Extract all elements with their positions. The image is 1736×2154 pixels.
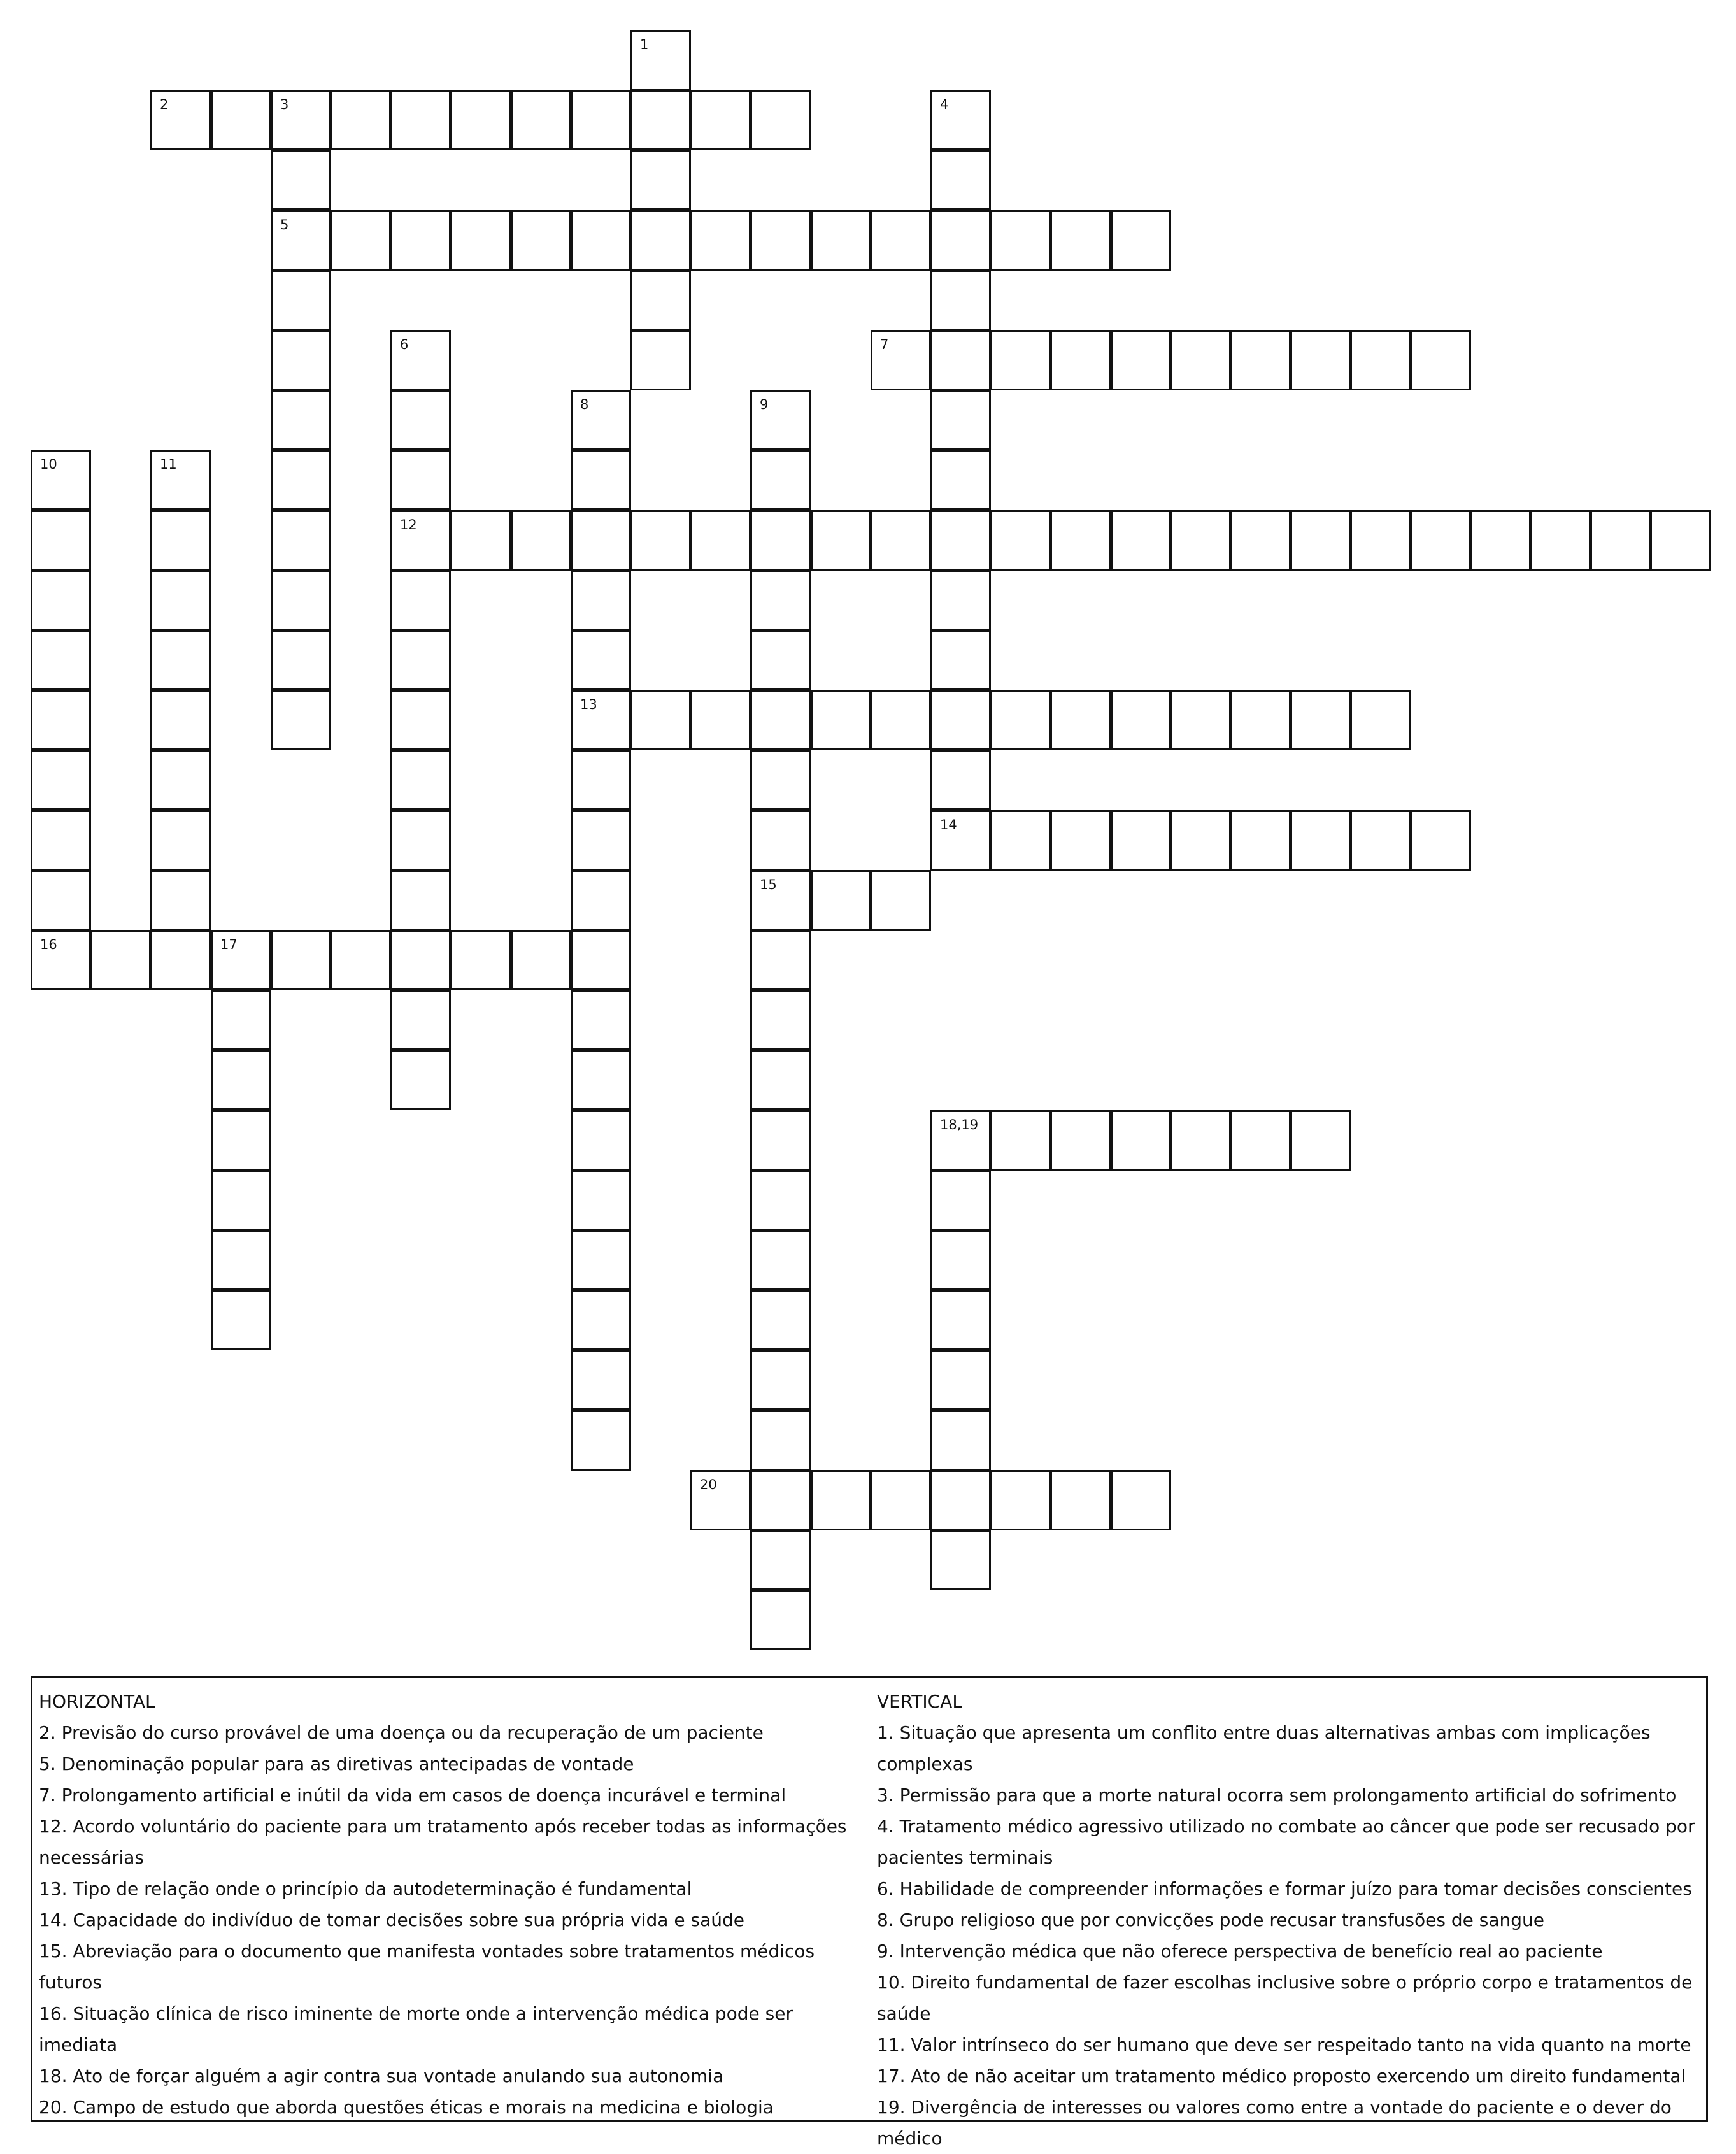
grid-cell[interactable] — [930, 1290, 991, 1350]
grid-cell[interactable] — [571, 1110, 631, 1171]
grid-cell[interactable] — [271, 690, 331, 750]
grid-cell[interactable] — [150, 930, 211, 990]
grid-cell[interactable] — [1290, 510, 1351, 571]
grid-cell[interactable] — [90, 930, 151, 990]
grid-cell[interactable] — [1290, 810, 1351, 871]
grid-cell[interactable] — [571, 1050, 631, 1110]
grid-cell[interactable] — [271, 630, 331, 690]
grid-cell[interactable] — [990, 330, 1051, 390]
grid-cell[interactable] — [811, 1470, 871, 1530]
clue-line: 16. Situação clínica de risco iminente de morte onde a intervenção médica pode ser imediata — [39, 2003, 793, 2055]
grid-cell[interactable] — [271, 210, 331, 271]
grid-cell[interactable] — [511, 930, 571, 990]
grid-cell[interactable] — [1050, 510, 1111, 571]
grid-cell[interactable] — [930, 810, 991, 871]
grid-cell[interactable] — [450, 90, 511, 150]
grid-cell[interactable] — [271, 390, 331, 450]
grid-cell[interactable] — [211, 1170, 271, 1230]
grid-cell[interactable] — [390, 990, 451, 1050]
grid-cell[interactable] — [211, 1230, 271, 1290]
grid-cell[interactable] — [871, 210, 931, 271]
grid-cell[interactable] — [211, 1110, 271, 1171]
clue-line: 3. Permissão para que a morte natural ocorra sem prolongamento artificial do sofrimento — [877, 1785, 1677, 1806]
clue-line: 18. Ato de forçar alguém a agir contra sua vontade anulando sua autonomia — [39, 2065, 724, 2086]
grid-cell[interactable] — [750, 750, 811, 810]
clue-number: 7 — [880, 337, 889, 352]
vertical-clue-list — [877, 1717, 1705, 2154]
clue-line: 6. Habilidade de compreender informações e formar juízo para tomar decisões conscientes — [877, 1878, 1692, 1899]
grid-cell[interactable] — [930, 390, 991, 450]
horizontal-heading: HORIZONTAL — [39, 1691, 155, 1712]
grid-cell[interactable] — [690, 510, 751, 571]
grid-cell[interactable] — [390, 390, 451, 450]
grid-cell[interactable] — [690, 690, 751, 750]
grid-cell[interactable] — [750, 1350, 811, 1410]
clue-line: 11. Valor intrínseco do ser humano que deve ser respeitado tanto na vida quanto na morte — [877, 2034, 1691, 2055]
clue-number: 12 — [400, 517, 417, 532]
grid-cell[interactable] — [211, 1290, 271, 1350]
grid-cell[interactable] — [690, 1470, 751, 1530]
grid-cell[interactable] — [930, 690, 991, 750]
grid-cell[interactable] — [690, 210, 751, 271]
grid-cell[interactable] — [511, 210, 571, 271]
grid-cell[interactable] — [150, 450, 211, 510]
grid-cell[interactable] — [271, 270, 331, 331]
grid-cell[interactable] — [1050, 810, 1111, 871]
grid-cell[interactable] — [571, 390, 631, 450]
grid-cell[interactable] — [930, 330, 991, 390]
grid-cell[interactable] — [1111, 330, 1171, 390]
grid-cell[interactable] — [1170, 690, 1231, 750]
grid-cell[interactable] — [1650, 510, 1711, 571]
grid-cell[interactable] — [31, 810, 91, 871]
grid-cell[interactable] — [990, 810, 1051, 871]
grid-cell[interactable] — [571, 930, 631, 990]
grid-cell[interactable] — [930, 630, 991, 690]
grid-cell[interactable] — [630, 210, 691, 271]
grid-cell[interactable] — [390, 1050, 451, 1110]
grid-cell[interactable] — [1111, 690, 1171, 750]
clue-number: 4 — [940, 97, 949, 112]
clue-line: pacientes terminais — [877, 1847, 1053, 1868]
grid-cell[interactable] — [31, 690, 91, 750]
grid-cell[interactable] — [31, 510, 91, 571]
grid-cell[interactable] — [930, 150, 991, 210]
clue-number: 16 — [40, 937, 57, 952]
clue-line: 4. Tratamento médico agressivo utilizado no combate ao câncer que pode ser recusado por — [877, 1816, 1695, 1837]
grid-cell[interactable] — [1170, 1110, 1231, 1171]
grid-cell[interactable] — [750, 930, 811, 990]
grid-cell[interactable] — [450, 930, 511, 990]
grid-cell[interactable] — [1350, 810, 1411, 871]
grid-cell[interactable] — [1350, 330, 1411, 390]
grid-cell[interactable] — [1111, 210, 1171, 271]
grid-cell[interactable] — [1050, 690, 1111, 750]
grid-cell[interactable] — [271, 90, 331, 150]
grid-cell[interactable] — [811, 870, 871, 931]
clue-number: 1 — [640, 37, 649, 52]
grid-cell[interactable] — [750, 810, 811, 871]
grid-cell[interactable] — [1230, 690, 1291, 750]
grid-cell[interactable] — [571, 450, 631, 510]
grid-cell[interactable] — [211, 90, 271, 150]
grid-cell[interactable] — [31, 570, 91, 631]
grid-cell[interactable] — [930, 210, 991, 271]
grid-cell[interactable] — [150, 750, 211, 810]
clue-line: 13. Tipo de relação onde o princípio da autodeterminação é fundamental — [39, 1878, 692, 1899]
clue-line: 17. Ato de não aceitar um tratamento médico proposto exercendo um direito fundamental — [877, 2065, 1686, 2086]
grid-cell[interactable] — [450, 510, 511, 571]
grid-cell[interactable] — [630, 90, 691, 150]
grid-cell[interactable] — [630, 150, 691, 210]
grid-cell[interactable] — [571, 810, 631, 871]
grid-cell[interactable] — [990, 210, 1051, 271]
grid-cell[interactable] — [1050, 330, 1111, 390]
grid-cell[interactable] — [871, 870, 931, 931]
grid-cell[interactable] — [271, 570, 331, 631]
grid-cell[interactable] — [990, 1470, 1051, 1530]
grid-cell[interactable] — [1290, 1110, 1351, 1171]
clue-number: 3 — [280, 97, 289, 112]
grid-cell[interactable] — [511, 510, 571, 571]
grid-cell[interactable] — [1111, 510, 1171, 571]
grid-cell[interactable] — [630, 270, 691, 331]
clue-number: 18,19 — [940, 1117, 979, 1132]
grid-cell[interactable] — [150, 90, 211, 150]
grid-cell[interactable] — [750, 390, 811, 450]
clue-line: 1. Situação que apresenta um conflito entre duas alternativas ambas com implicações complexas — [877, 1722, 1651, 1774]
grid-cell[interactable] — [1470, 510, 1531, 571]
grid-cell[interactable] — [1530, 510, 1591, 571]
grid-cell[interactable] — [271, 150, 331, 210]
grid-cell[interactable] — [31, 930, 91, 990]
grid-cell[interactable] — [930, 1110, 991, 1171]
clue-number: 14 — [940, 817, 957, 832]
grid-cell[interactable] — [750, 870, 811, 931]
grid-cell[interactable] — [750, 90, 811, 150]
grid-cell[interactable] — [390, 450, 451, 510]
grid-cell[interactable] — [750, 210, 811, 271]
grid-cell[interactable] — [390, 570, 451, 631]
grid-cell[interactable] — [1050, 1110, 1111, 1171]
grid-cell[interactable] — [750, 570, 811, 631]
grid-cell[interactable] — [31, 630, 91, 690]
grid-cell[interactable] — [750, 1410, 811, 1471]
vertical-heading: VERTICAL — [877, 1691, 962, 1712]
grid-cell[interactable] — [630, 510, 691, 571]
grid-cell[interactable] — [150, 870, 211, 931]
grid-cell[interactable] — [930, 1470, 991, 1530]
clue-line: 12. Acordo voluntário do paciente para um tratamento após receber todas as informações — [39, 1816, 847, 1837]
grid-cell[interactable] — [150, 630, 211, 690]
grid-cell[interactable] — [750, 450, 811, 510]
grid-cell[interactable] — [871, 1470, 931, 1530]
grid-cell[interactable] — [930, 570, 991, 631]
grid-cell[interactable] — [990, 690, 1051, 750]
grid-cell[interactable] — [990, 510, 1051, 571]
grid-cell[interactable] — [150, 810, 211, 871]
grid-cell[interactable] — [390, 210, 451, 271]
grid-cell[interactable] — [571, 510, 631, 571]
horizontal-clue-list — [39, 1717, 867, 2123]
grid-cell[interactable] — [571, 1290, 631, 1350]
clue-line: 2. Previsão do curso provável de uma doença ou da recuperação de um paciente — [39, 1722, 764, 1743]
clue-line: necessárias — [39, 1847, 144, 1868]
grid-cell[interactable] — [750, 690, 811, 750]
grid-cell[interactable] — [571, 1350, 631, 1410]
grid-cell[interactable] — [1170, 810, 1231, 871]
clue-number: 5 — [280, 217, 289, 232]
grid-cell[interactable] — [750, 1170, 811, 1230]
clue-line: 10. Direito fundamental de fazer escolhas inclusive sobre o próprio corpo e tratamentos de — [877, 1972, 1693, 1993]
grid-cell[interactable] — [571, 1230, 631, 1290]
grid-cell[interactable] — [390, 330, 451, 390]
grid-cell[interactable] — [690, 90, 751, 150]
grid-cell[interactable] — [31, 750, 91, 810]
grid-cell[interactable] — [1230, 810, 1291, 871]
grid-cell[interactable] — [750, 1530, 811, 1590]
grid-cell[interactable] — [1170, 330, 1231, 390]
grid-cell[interactable] — [811, 510, 871, 571]
grid-cell[interactable] — [271, 330, 331, 390]
grid-cell[interactable] — [571, 750, 631, 810]
grid-cell[interactable] — [930, 1350, 991, 1410]
grid-cell[interactable] — [31, 870, 91, 931]
grid-cell[interactable] — [150, 690, 211, 750]
clue-number: 9 — [760, 397, 769, 412]
grid-cell[interactable] — [571, 90, 631, 150]
clue-line: 5. Denominação popular para as diretivas antecipadas de vontade — [39, 1753, 634, 1774]
grid-cell[interactable] — [1230, 1110, 1291, 1171]
grid-cell[interactable] — [1050, 210, 1111, 271]
grid-cell[interactable] — [571, 1410, 631, 1471]
grid-cell[interactable] — [1350, 510, 1411, 571]
clue-number: 15 — [760, 877, 777, 892]
grid-cell[interactable] — [930, 510, 991, 571]
grid-cell[interactable] — [1230, 510, 1291, 571]
vertical-clues — [877, 1686, 1705, 2154]
grid-cell[interactable] — [1411, 510, 1471, 571]
grid-cell[interactable] — [571, 630, 631, 690]
grid-cell[interactable] — [331, 90, 391, 150]
grid-cell[interactable] — [1411, 810, 1471, 871]
grid-cell[interactable] — [390, 510, 451, 571]
grid-cell[interactable] — [750, 1290, 811, 1350]
grid-cell[interactable] — [331, 210, 391, 271]
grid-cell[interactable] — [390, 930, 451, 990]
grid-cell[interactable] — [31, 450, 91, 510]
grid-cell[interactable] — [211, 990, 271, 1050]
clue-number: 6 — [400, 337, 409, 352]
grid-cell[interactable] — [390, 630, 451, 690]
clue-line: 20. Campo de estudo que aborda questões éticas e morais na medicina e biologia — [39, 2097, 774, 2118]
grid-cell[interactable] — [630, 30, 691, 90]
grid-cell[interactable] — [1111, 1110, 1171, 1171]
grid-cell[interactable] — [571, 570, 631, 631]
clue-number: 11 — [160, 457, 177, 472]
grid-cell[interactable] — [1290, 690, 1351, 750]
grid-cell[interactable] — [1350, 690, 1411, 750]
grid-cell[interactable] — [211, 930, 271, 990]
grid-cell[interactable] — [1050, 1470, 1111, 1530]
grid-cell[interactable] — [930, 450, 991, 510]
grid-cell[interactable] — [750, 1590, 811, 1650]
grid-cell[interactable] — [871, 330, 931, 390]
grid-cell[interactable] — [271, 450, 331, 510]
grid-cell[interactable] — [750, 510, 811, 571]
grid-cell[interactable] — [571, 1170, 631, 1230]
grid-cell[interactable] — [211, 1050, 271, 1110]
clue-line: 15. Abreviação para o documento que manifesta vontades sobre tratamentos médicos futuros — [39, 1941, 815, 1993]
grid-cell[interactable] — [390, 810, 451, 871]
grid-cell[interactable] — [511, 90, 571, 150]
grid-cell[interactable] — [271, 930, 331, 990]
grid-cell[interactable] — [1170, 510, 1231, 571]
grid-cell[interactable] — [150, 570, 211, 631]
grid-cell[interactable] — [571, 210, 631, 271]
clue-number: 13 — [580, 697, 597, 712]
clue-number: 8 — [580, 397, 589, 412]
grid-cell[interactable] — [930, 270, 991, 331]
clue-line: 8. Grupo religioso que por convicções pode recusar transfusões de sangue — [877, 1909, 1544, 1930]
grid-cell[interactable] — [571, 990, 631, 1050]
grid-cell[interactable] — [571, 690, 631, 750]
grid-cell[interactable] — [750, 1470, 811, 1530]
clue-number: 10 — [40, 457, 57, 472]
grid-cell[interactable] — [930, 1170, 991, 1230]
grid-cell[interactable] — [930, 1230, 991, 1290]
grid-cell[interactable] — [871, 510, 931, 571]
grid-cell[interactable] — [990, 1110, 1051, 1171]
grid-cell[interactable] — [1230, 330, 1291, 390]
grid-cell[interactable] — [750, 630, 811, 690]
grid-cell[interactable] — [1111, 1470, 1171, 1530]
grid-cell[interactable] — [1290, 330, 1351, 390]
grid-cell[interactable] — [750, 1110, 811, 1171]
clue-number: 2 — [160, 97, 169, 112]
grid-cell[interactable] — [390, 870, 451, 931]
grid-cell[interactable] — [930, 90, 991, 150]
grid-cell[interactable] — [390, 750, 451, 810]
grid-cell[interactable] — [930, 750, 991, 810]
grid-cell[interactable] — [271, 510, 331, 571]
grid-cell[interactable] — [1411, 330, 1471, 390]
grid-cell[interactable] — [1111, 810, 1171, 871]
grid-cell[interactable] — [811, 690, 871, 750]
clue-number: 17 — [220, 937, 238, 952]
clue-line: 14. Capacidade do indivíduo de tomar decisões sobre sua própria vida e saúde — [39, 1909, 744, 1930]
grid-cell[interactable] — [871, 690, 931, 750]
grid-cell[interactable] — [750, 990, 811, 1050]
grid-cell[interactable] — [390, 690, 451, 750]
grid-cell[interactable] — [571, 870, 631, 931]
clue-line: 19. Divergência de interesses ou valores como entre a vontade do paciente e o dever do médico — [877, 2097, 1672, 2149]
grid-cell[interactable] — [930, 1530, 991, 1590]
grid-cell[interactable] — [750, 1230, 811, 1290]
clue-line: saúde — [877, 2003, 931, 2024]
grid-cell[interactable] — [1590, 510, 1651, 571]
grid-cell[interactable] — [450, 210, 511, 271]
clue-line: 9. Intervenção médica que não oferece perspectiva de benefício real ao paciente — [877, 1941, 1603, 1962]
grid-cell[interactable] — [811, 210, 871, 271]
grid-cell[interactable] — [930, 1410, 991, 1471]
clue-line: 7. Prolongamento artificial e inútil da vida em casos de doença incurável e terminal — [39, 1785, 786, 1806]
grid-cell[interactable] — [150, 510, 211, 571]
grid-cell[interactable] — [331, 930, 391, 990]
grid-cell[interactable] — [390, 90, 451, 150]
grid-cell[interactable] — [630, 690, 691, 750]
grid-cell[interactable] — [750, 1050, 811, 1110]
clues-panel — [31, 1676, 1708, 2149]
grid-cell[interactable] — [630, 330, 691, 390]
clue-number: 20 — [700, 1477, 717, 1492]
horizontal-clues — [39, 1686, 867, 2123]
